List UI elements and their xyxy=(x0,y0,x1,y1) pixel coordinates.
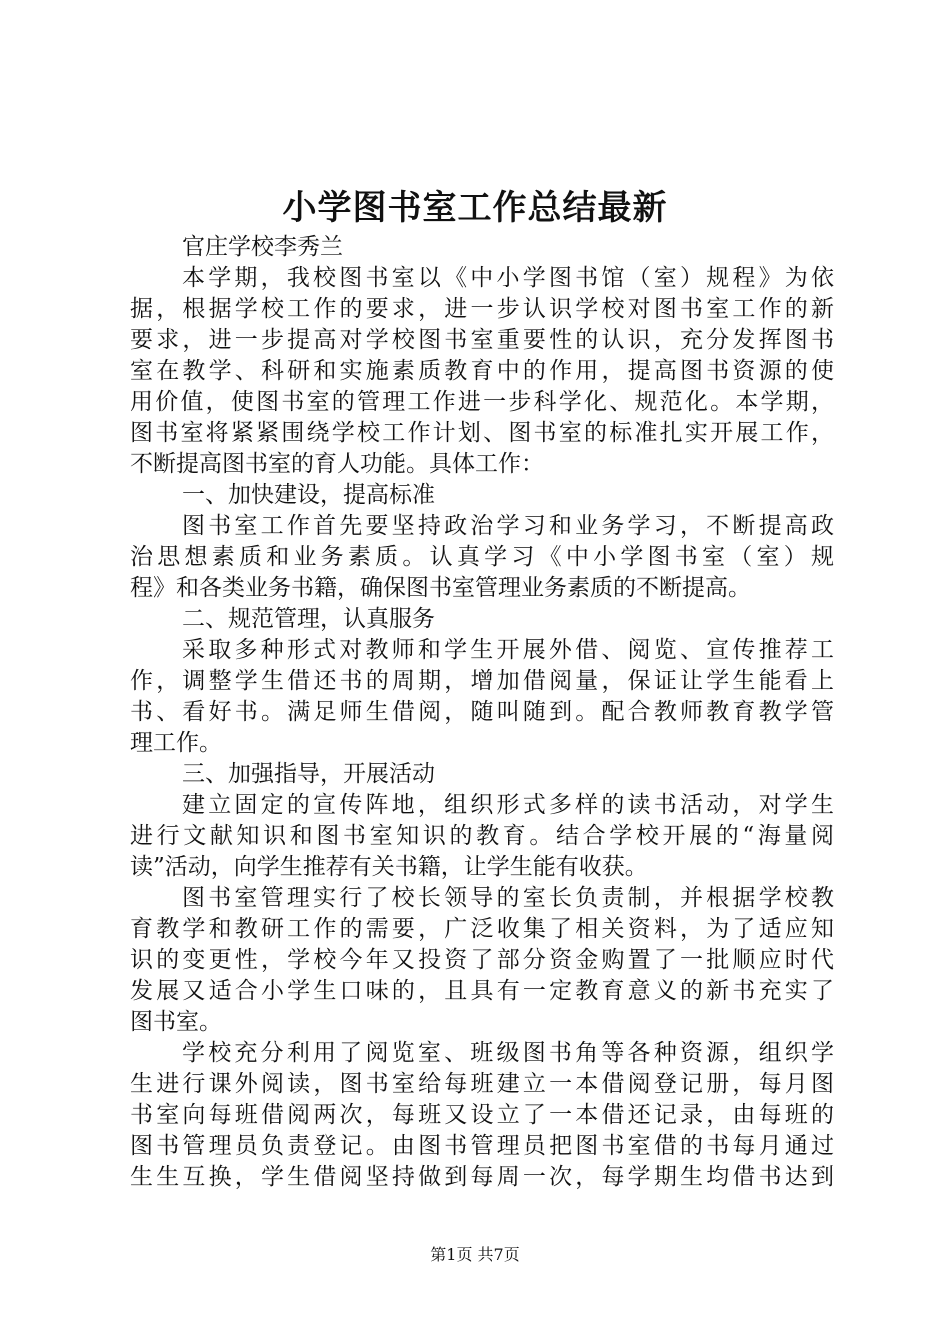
text-line: 图书室工作首先要坚持政治学习和业务学习，不断提高政 xyxy=(182,513,834,539)
text-line: 图书室将紧紧围绕学校工作计划、图书室的标准扎实开展工作， xyxy=(130,420,834,446)
document-title: 小学图书室工作总结最新 xyxy=(282,188,668,228)
text-line: 图书管理员负责登记。由图书管理员把图书室借的书每月通过 xyxy=(130,1133,834,1159)
page-footer: 第1页 共7页 xyxy=(430,1245,520,1264)
text-line: 治思想素质和业务素质。认真学习《中小学图书室（室）规 xyxy=(130,544,834,570)
text-line: 发展又适合小学生口味的，且具有一定教育意义的新书充实了 xyxy=(130,978,834,1004)
paragraph-lines xyxy=(130,263,834,1193)
text-line: 学校充分利用了阅览室、班级图书角等各种资源，组织学 xyxy=(182,1040,834,1066)
text-line: 程》和各类业务书籍，确保图书室管理业务素质的不断提高。 xyxy=(130,575,751,601)
text-line: 用价值，使图书室的管理工作进一步科学化、规范化。本学期， xyxy=(130,389,834,415)
text-line: 室在教学、科研和实施素质教育中的作用，提高图书资源的使 xyxy=(130,358,834,384)
text-line: 图书室。 xyxy=(130,1009,222,1035)
text-line: 不断提高图书室的育人功能。具体工作： xyxy=(130,451,544,477)
text-line: 书、看好书。满足师生借阅，随叫随到。配合教师教育教学管 xyxy=(130,699,834,725)
text-line: 识的变更性，学校今年又投资了部分资金购置了一批顺应时代 xyxy=(130,947,834,973)
text-line: 本学期，我校图书室以《中小学图书馆（室）规程》为依 xyxy=(182,265,834,291)
text-line: 育教学和教研工作的需要，广泛收集了相关资料，为了适应知 xyxy=(130,916,834,942)
text-line: 要求，进一步提高对学校图书室重要性的认识，充分发挥图书 xyxy=(130,327,834,353)
text-line: 据，根据学校工作的要求，进一步认识学校对图书室工作的新 xyxy=(130,296,834,322)
text-line: 作，调整学生借还书的周期，增加借阅量，保证让学生能看上 xyxy=(130,668,834,694)
text-line: 二、规范管理，认真服务 xyxy=(182,606,435,632)
text-line: 图书室管理实行了校长领导的室长负责制，并根据学校教 xyxy=(182,885,834,911)
text-line: 一、加快建设，提高标准 xyxy=(182,482,435,508)
text-line: 读”活动，向学生推荐有关书籍，让学生能有收获。 xyxy=(130,854,648,880)
text-line: 进行文献知识和图书室知识的教育。结合学校开展的“海量阅 xyxy=(130,823,834,849)
document-body xyxy=(130,232,834,1193)
text-line: 理工作。 xyxy=(130,730,222,756)
text-line: 建立固定的宣传阵地，组织形式多样的读书活动，对学生 xyxy=(182,792,834,818)
text-line: 采取多种形式对教师和学生开展外借、阅览、宣传推荐工 xyxy=(182,637,834,663)
text-line: 三、加强指导，开展活动 xyxy=(182,761,435,787)
text-line: 生进行课外阅读，图书室给每班建立一本借阅登记册，每月图 xyxy=(130,1071,834,1097)
text-line: 生生互换，学生借阅坚持做到每周一次，每学期生均借书达到 xyxy=(130,1164,834,1190)
text-line: 书室向每班借阅两次，每班又设立了一本借还记录，由每班的 xyxy=(130,1102,834,1128)
author-line: 官庄学校李秀兰 xyxy=(182,234,343,260)
